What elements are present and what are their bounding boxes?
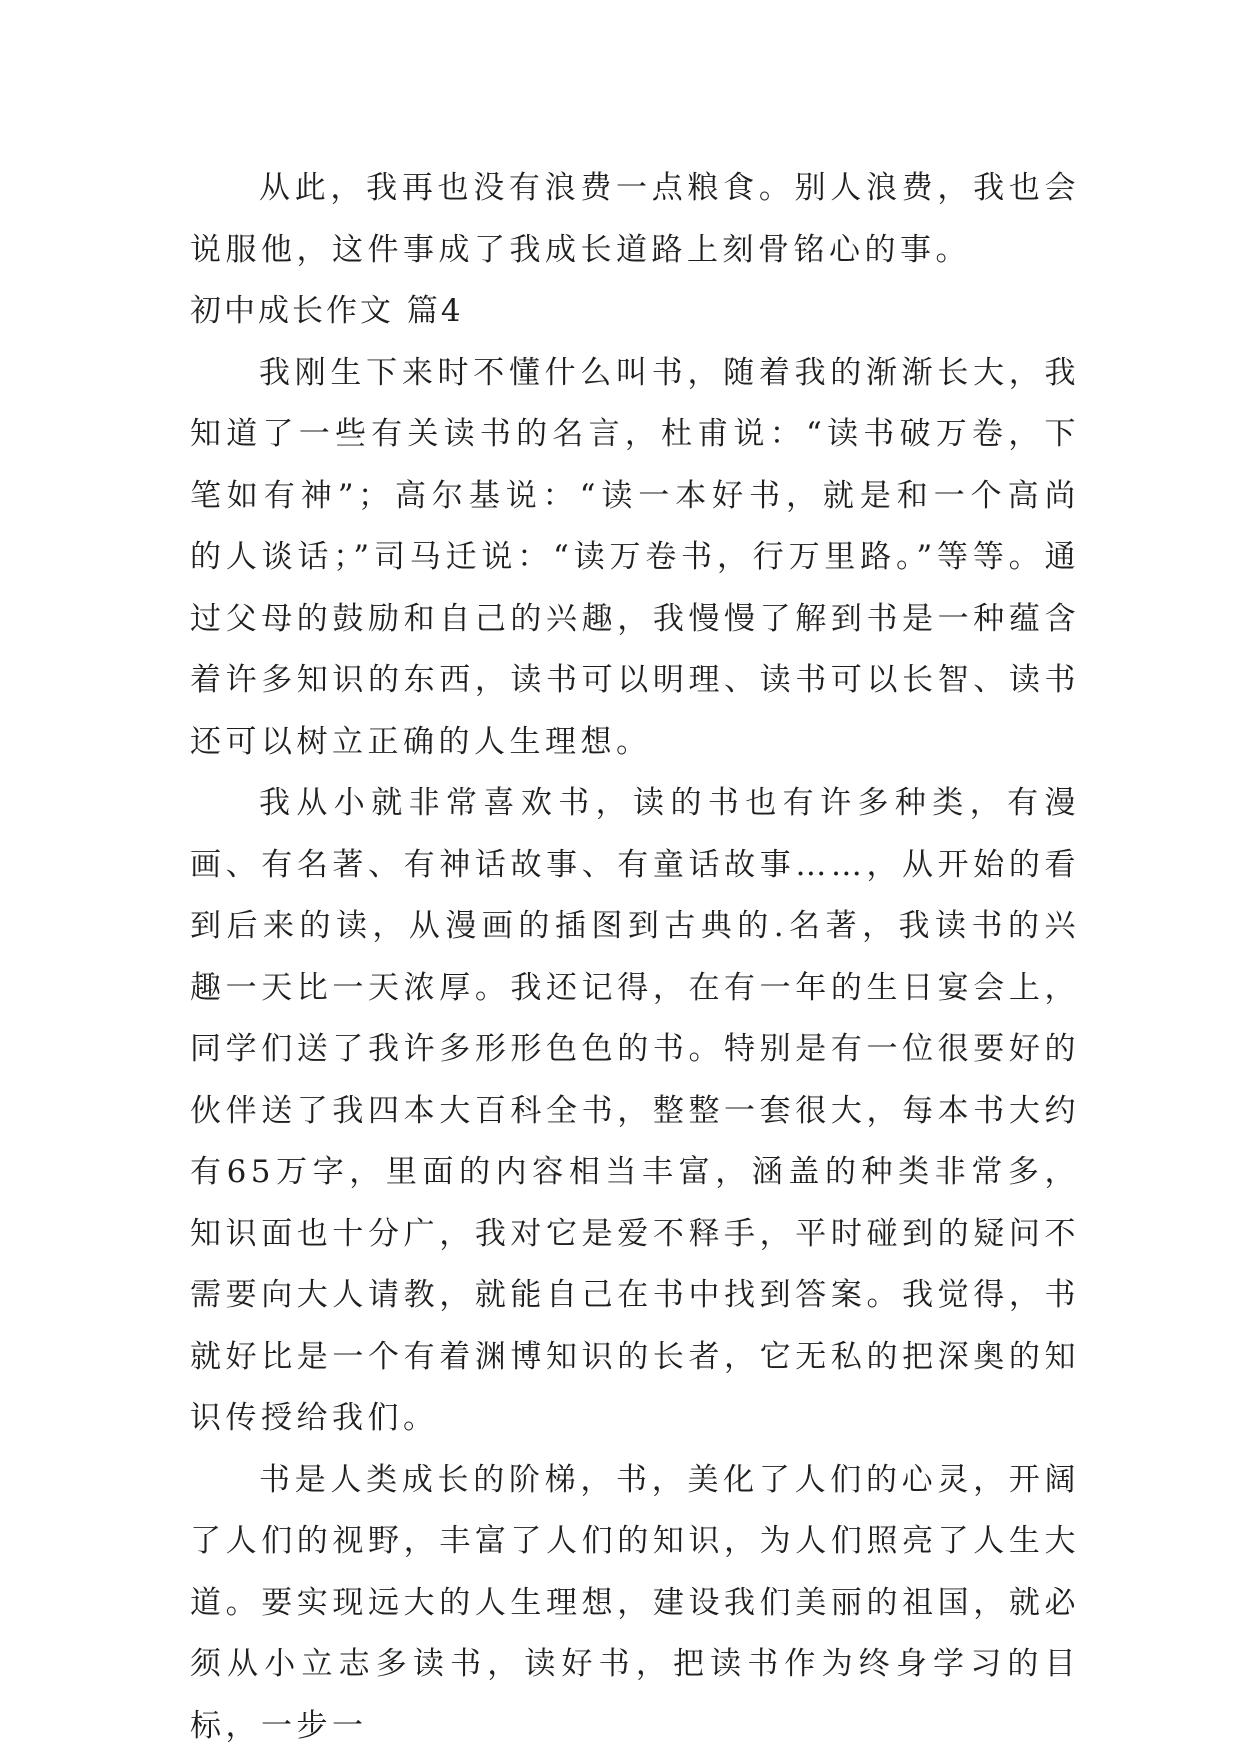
paragraph-books-ladder: 书是人类成长的阶梯，书，美化了人们的心灵，开阔了人们的视野，丰富了人们的知识，为人们照亮了人生大道。要实现远大的人生理想，建设我们美丽的祖国，就必须从小立志多读书，读好书，把读书作为终身学习的目标，一步一 <box>190 1450 1080 1757</box>
paragraph-love-of-books: 我从小就非常喜欢书，读的书也有许多种类，有漫画、有名著、有神话故事、有童话故事……，从开始的看到后来的读，从漫画的插图到古典的.名著，我读书的兴趣一天比一天浓厚。我还记得，在有一年的生日宴会上，同学们送了我许多形形色色的书。特别是有一位很要好的伙伴送了我四本大百科全书，整整一套很大，每本书大约有65万字，里面的内容相当丰富，涵盖的种类非常多，知识面也十分广，我对它是爱不释手，平时碰到的疑问不需要向大人请教，就能自己在书中找到答案。我觉得，书就好比是一个有着渊博知识的长者，它无私的把深奥的知识传授给我们。 <box>190 773 1080 1450</box>
document-body <box>190 158 1080 1757</box>
section-heading: 初中成长作文 篇4 <box>190 281 1080 343</box>
paragraph-closing: 从此，我再也没有浪费一点粮食。别人浪费，我也会说服他，这件事成了我成长道路上刻骨铭心的事。 <box>190 158 1080 281</box>
paragraph-reading-quotes: 我刚生下来时不懂什么叫书，随着我的渐渐长大，我知道了一些有关读书的名言，杜甫说：“读书破万卷，下笔如有神”；高尔基说：“读一本好书，就是和一个高尚的人谈话；”司马迁说：“读万卷书，行万里路。”等等。通过父母的鼓励和自己的兴趣，我慢慢了解到书是一种蕴含着许多知识的东西，读书可以明理、读书可以长智、读书还可以树立正确的人生理想。 <box>190 343 1080 774</box>
